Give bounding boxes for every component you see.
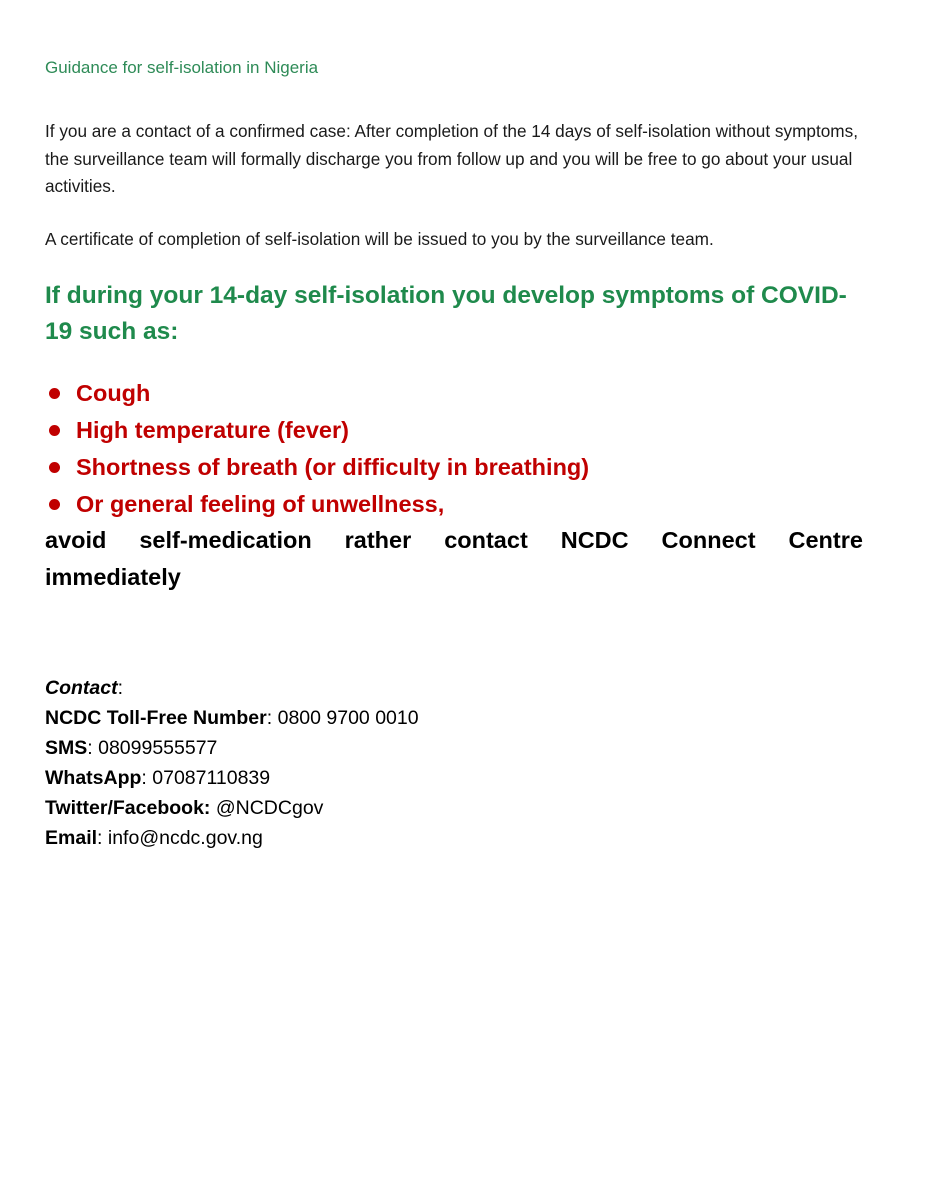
advice-word: avoid [45, 527, 107, 553]
contact-row-social [45, 793, 419, 823]
symptoms-heading: If during your 14-day self-isolation you develop symptoms of COVID-19 such as: [45, 282, 847, 345]
symptom-list [45, 375, 589, 523]
contact-row-tollfree [45, 703, 419, 733]
contact-title: Contact [45, 677, 118, 699]
sms-number[interactable]: 08099555577 [98, 737, 218, 759]
bullet-icon [49, 425, 60, 436]
tollfree-number[interactable]: 0800 9700 0010 [277, 707, 419, 729]
contact-sep: : [87, 737, 99, 759]
contact-sep: : [97, 827, 108, 849]
contact-label: Email [45, 827, 98, 849]
symptom-label: Cough [76, 380, 151, 406]
advice-word: Centre [788, 527, 863, 553]
contact-block [45, 673, 419, 853]
contact-title-suffix: : [117, 677, 124, 699]
contact-label: NCDC Toll-Free Number [45, 707, 267, 729]
advice-line: immediately [45, 564, 181, 590]
contact-row-whatsapp [45, 763, 419, 793]
bullet-icon [49, 462, 60, 473]
advice-word: self-medication [139, 527, 312, 553]
symptom-label: High temperature (fever) [76, 417, 349, 443]
symptom-item [45, 375, 589, 412]
contact-label: WhatsApp [45, 767, 142, 789]
email-address[interactable]: info@ncdc.gov.ng [107, 827, 263, 849]
contact-label: SMS [45, 737, 88, 759]
contact-sep: : [266, 707, 278, 729]
social-handle[interactable]: @NCDCgov [215, 797, 324, 819]
certificate-paragraph: A certificate of completion of self-isolation will be issued to you by the surveillance team. [45, 229, 714, 249]
advice-line [45, 522, 863, 559]
contact-row-email [45, 823, 419, 853]
advice-word: contact [444, 527, 528, 553]
contact-label: Twitter/Facebook: [45, 797, 211, 819]
contact-sep: : [141, 767, 153, 789]
symptom-item [45, 486, 589, 523]
discharge-paragraph: If you are a contact of a confirmed case: After completion of the 14 days of self-isolation without symptoms, the surveillance team will formally discharge you from follow up and you will be free to go about your usual activities. [45, 121, 858, 196]
symptom-item [45, 449, 589, 486]
symptom-label: Shortness of breath (or difficulty in breathing) [76, 454, 590, 480]
symptom-label: Or general feeling of unwellness, [76, 491, 445, 517]
advice-word: Connect [661, 527, 756, 553]
bullet-icon [49, 499, 60, 510]
whatsapp-number[interactable]: 07087110839 [152, 767, 271, 789]
advice-word: NCDC [560, 527, 629, 553]
contact-row-sms [45, 733, 419, 763]
symptom-item [45, 412, 589, 449]
page-header: Guidance for self-isolation in Nigeria [45, 58, 319, 77]
contact-title-row [45, 673, 419, 703]
bullet-icon [49, 388, 60, 399]
advice-text [45, 522, 863, 596]
advice-word: rather [344, 527, 412, 553]
